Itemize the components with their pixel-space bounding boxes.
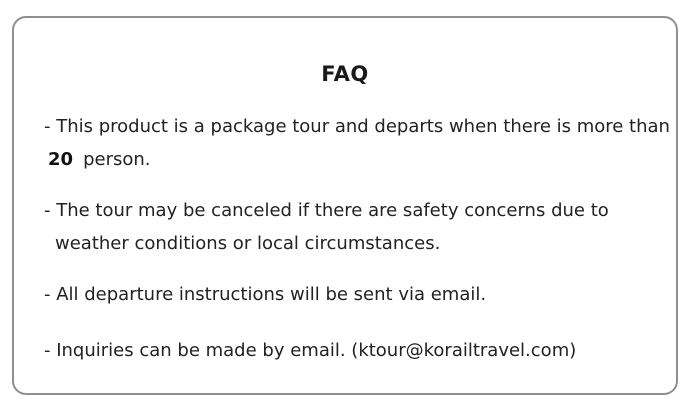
faq-title: FAQ [321, 62, 369, 86]
faq-item-suffix: person. [83, 149, 151, 170]
faq-item-cancellation [44, 194, 609, 260]
faq-item-minimum-participants [44, 110, 670, 176]
minimum-participant-count: 20 [48, 149, 74, 170]
faq-item-continuation [44, 143, 670, 176]
faq-item-text: - Inquiries can be made by email. (ktour@korailtravel.com) [44, 340, 577, 361]
faq-card [12, 16, 678, 395]
faq-item-departure-instructions [44, 278, 486, 311]
faq-item-inquiries [44, 334, 576, 367]
faq-item-text: - This product is a package tour and departs when there is more than [44, 116, 670, 137]
faq-item-text: - All departure instructions will be sent via email. [44, 284, 487, 305]
faq-item-text: - The tour may be canceled if there are safety concerns due to [44, 200, 609, 221]
faq-item-continuation: weather conditions or local circumstances. [55, 233, 441, 254]
